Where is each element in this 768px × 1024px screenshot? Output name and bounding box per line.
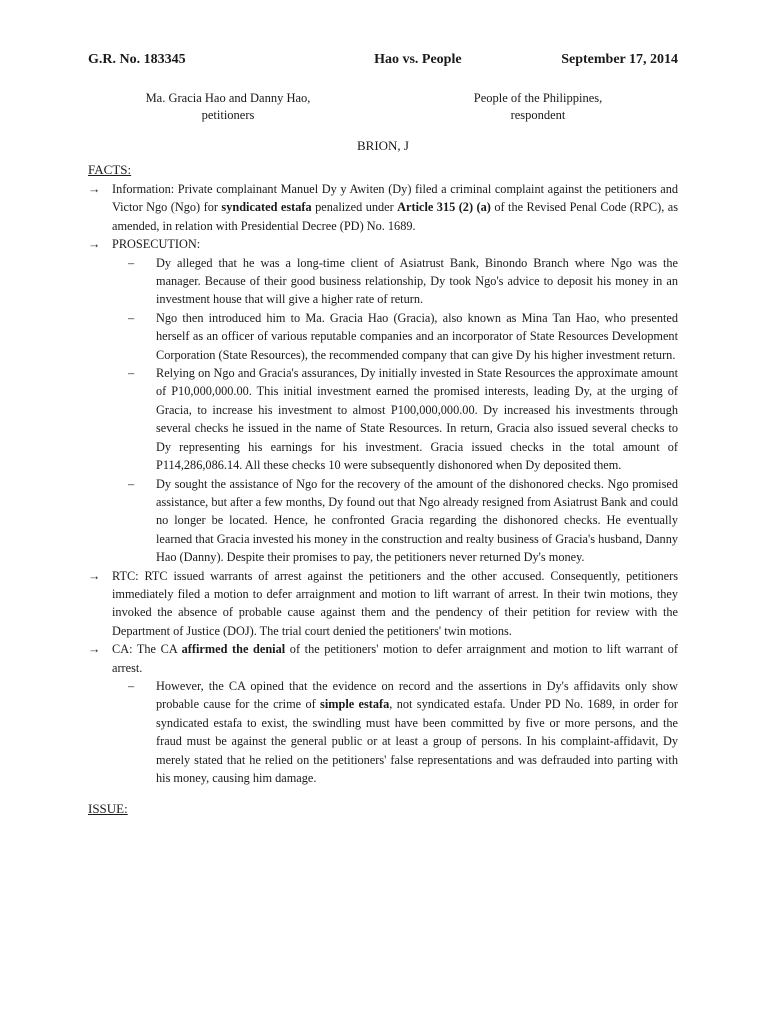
list-item: – Dy alleged that he was a long-time client of Asiatrust Bank, Binondo Branch where Ngo was the manager. Because of their good business relationship, Dy took Ngo's advice to deposit his money in an investment house that will give a higher rate of return. — [128, 255, 678, 307]
dash-icon: – — [128, 678, 135, 693]
arrow-icon: → — [88, 182, 101, 196]
petitioners-role: petitioners — [201, 108, 255, 122]
respondent-name: People of the Philippines, — [473, 91, 603, 105]
parties-block — [88, 90, 678, 124]
petitioners-names: Ma. Gracia Hao and Danny Hao, — [145, 91, 311, 105]
dash-icon: – — [128, 255, 135, 270]
petitioners-block — [108, 90, 348, 124]
arrow-icon: → — [88, 642, 101, 657]
ca-item: → CA: The CA affirmed the denial of the petitioners' motion to defer arraignment and motion to lift warrant of arrest. — [88, 642, 678, 675]
respondent-block — [418, 90, 658, 124]
case-title: Hao vs. People — [374, 52, 462, 67]
list-item: – Dy sought the assistance of Ngo for the recovery of the amount of the dishonored checks. Ngo promised assistance, but after a few months, Dy found out that Ngo already resigned from Asiatrust Bank and could no longer be located. Hence, he confronted Gracia regarding the dishonored checks. He eventually learned that Gracia invested his money in the construction and realty business of Gracia's husband, Danny Hao (Danny). Despite their promises to pay, the petitioners never returned Dy's money. — [128, 476, 678, 565]
prosecution-label: PROSECUTION: — [112, 237, 201, 252]
arrow-icon: → — [88, 237, 101, 252]
facts-body — [88, 180, 678, 787]
respondent-role: respondent — [510, 108, 566, 122]
dash-icon: – — [128, 310, 135, 325]
list-item: – However, the CA opined that the evidence on record and the assertions in Dy's affidavits only show probable cause for the crime of simple estafa, not syndicated estafa. Under PD No. 1689, in order for syndicated estafa to exist, the swindling must have been committed by five or more persons, and the fraud must be against the general public or at least a group of persons. In his complaint-affidavit, Dy merely stated that he relied on the petitioners' false representations and was defrauded into parting with his money, causing him damage. — [128, 678, 679, 785]
facts-heading: FACTS: — [88, 162, 132, 177]
case-number: G.R. No. 183345 — [88, 52, 186, 67]
dash-icon: – — [128, 476, 135, 491]
case-caption — [88, 52, 678, 68]
ponente: BRION, J — [356, 138, 409, 153]
information-item: → Information: Private complainant Manuel Dy y Awiten (Dy) filed a criminal complaint against the petitioners and Victor Ngo (Ngo) for syndicated estafa penalized under Article 315 (2) (a) of the Revised Penal Code (RPC), as amended, in relation with Presidential Decree (PD) No. 1689. — [88, 182, 679, 233]
ca-sub-list — [88, 677, 678, 787]
list-item: – Relying on Ngo and Gracia's assurances, Dy initially invested in State Resources the approximate amount of P10,000,000.00. This initial investment earned the promised interests, leading Dy, at the urging of Gracia, to increase his investment to almost P100,000,000.00. Dy increased his investments through several checks he issued in the name of State Resources. In return, Gracia also issued several checks to Dy representing his earnings for his investment. Gracia issued checks in the total amount of P114,286,086.14. All these checks 10 were subsequently dishonored when Dy deposited them. — [128, 366, 678, 473]
rtc-item: → RTC: RTC issued warrants of arrest against the petitioners and the other accused. Consequently, petitioners immediately filed a motion to defer arraignment and motion to lift warrant of arrest. In their twin motions, they invoked the absence of probable cause against them and the pendency of their petition for review with the Department of Justice (DOJ). The trial court denied the petitioners' twin motions. — [88, 568, 678, 638]
arrow-icon: → — [88, 568, 101, 583]
prosecution-item — [88, 235, 678, 253]
prosecution-list — [88, 254, 678, 567]
issue-heading: ISSUE: — [88, 801, 128, 817]
case-date: September 17, 2014 — [561, 52, 678, 67]
dash-icon: – — [128, 366, 135, 381]
list-item: – Ngo then introduced him to Ma. Gracia Hao (Gracia), also known as Mina Tan Hao, who presented herself as an officer of various reputable companies and an incorporator of State Resources Development Corporation (State Resources), the recommended company that can give Dy his higher investment return. — [128, 310, 678, 362]
